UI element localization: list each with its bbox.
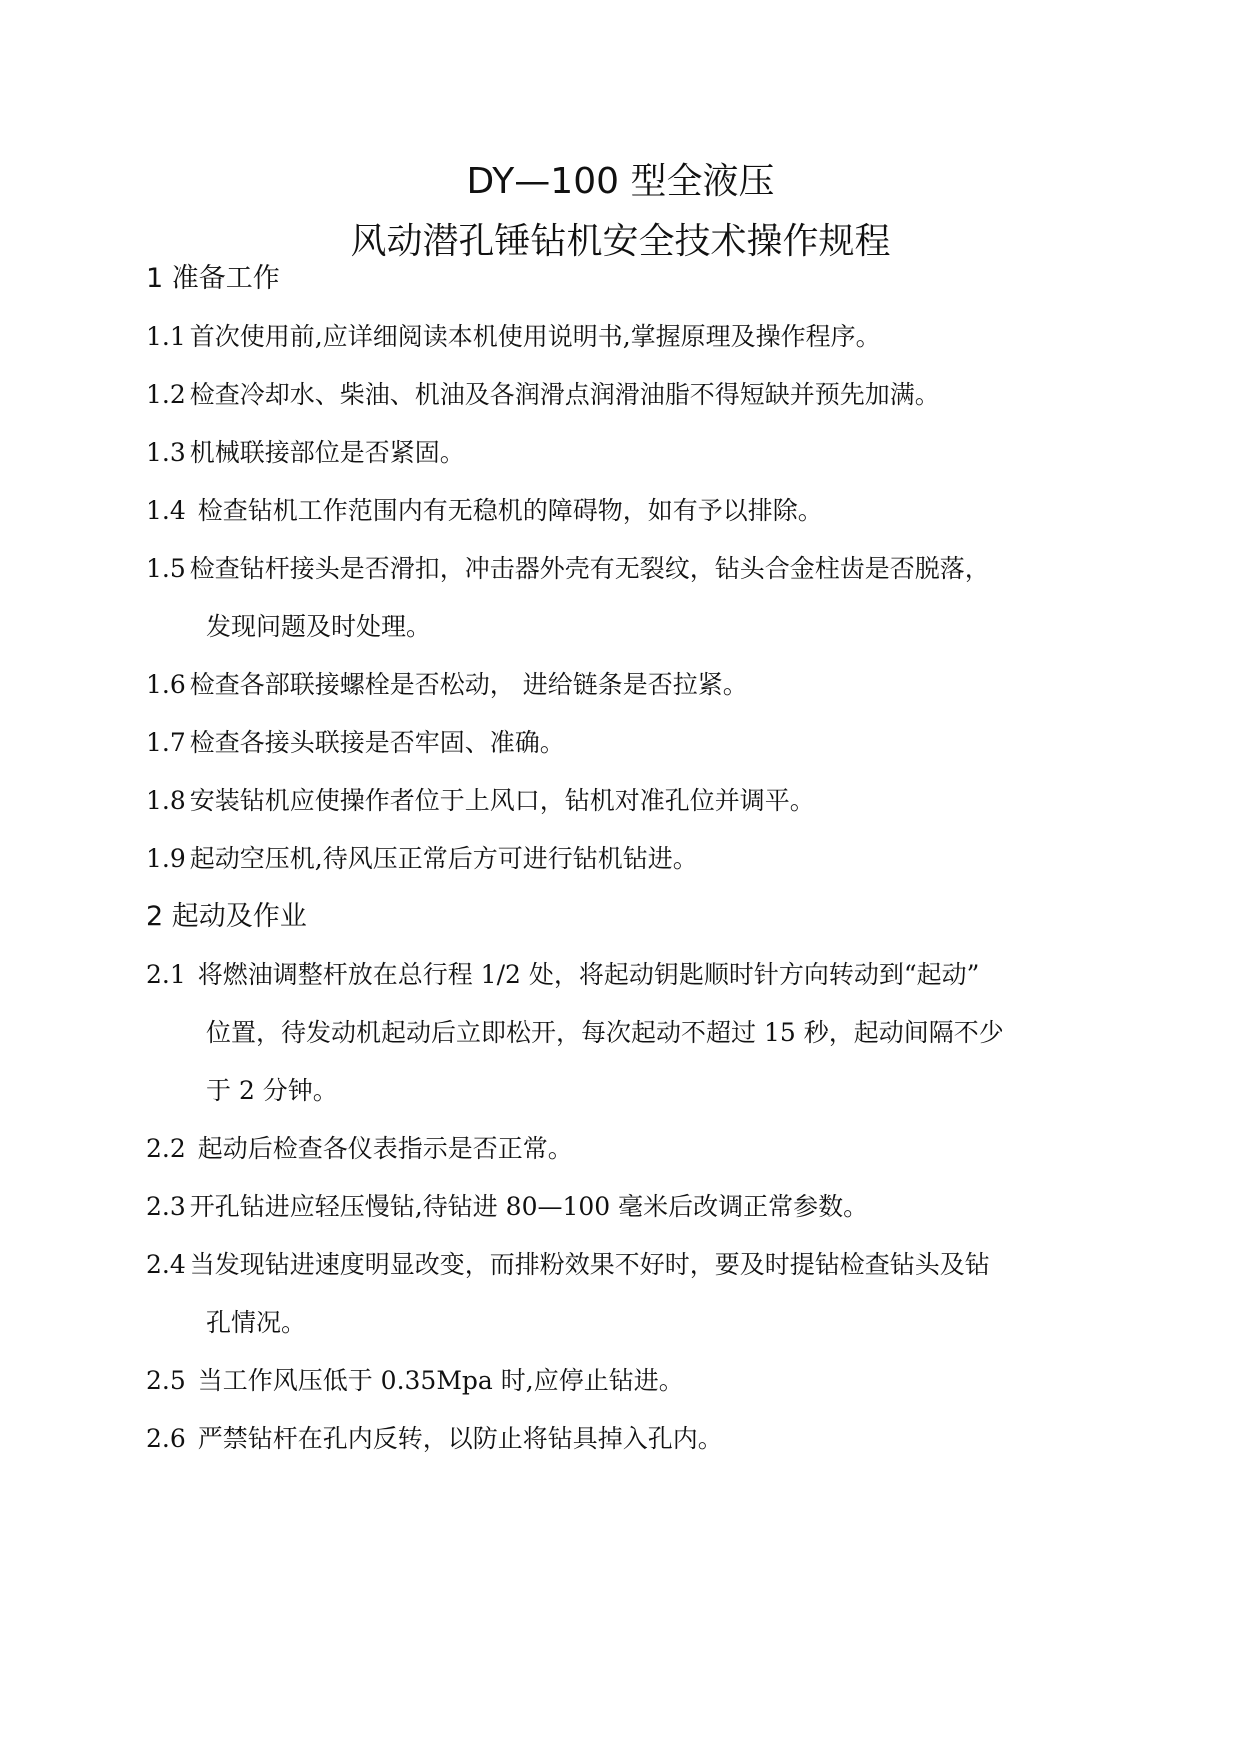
item-2-4-continuation: 孔情况。 bbox=[206, 1308, 307, 1337]
item-1-6 bbox=[146, 668, 748, 702]
item-2-5 bbox=[146, 1364, 684, 1398]
item-1-2 bbox=[146, 378, 940, 412]
item-2-2 bbox=[146, 1132, 573, 1166]
item-1-5-continuation: 发现问题及时处理。 bbox=[206, 612, 432, 641]
item-1-4 bbox=[146, 494, 823, 528]
item-text: 首次使用前,应详细阅读本机使用说明书,掌握原理及操作程序。 bbox=[189, 322, 881, 351]
item-text: 起动空压机,待风压正常后方可进行钻机钻进。 bbox=[189, 844, 698, 873]
item-number: 1.6 bbox=[146, 670, 186, 699]
item-2-1-continuation-2: 于 2 分钟。 bbox=[206, 1076, 338, 1105]
item-text: 机械联接部位是否紧固。 bbox=[189, 438, 465, 467]
item-2-1 bbox=[146, 958, 979, 992]
item-text: 检查钻杆接头是否滑扣，冲击器外壳有无裂纹，钻头合金柱齿是否脱落， bbox=[189, 554, 990, 583]
item-2-6 bbox=[146, 1422, 723, 1456]
item-number: 1.5 bbox=[146, 554, 186, 583]
item-2-4 bbox=[146, 1248, 990, 1282]
item-number: 2.1 bbox=[146, 960, 186, 989]
item-number: 2.2 bbox=[146, 1134, 186, 1163]
document-title-line-1: DY—100 型全液压 bbox=[466, 161, 775, 202]
item-text: 检查各部联接螺栓是否松动， 进给链条是否拉紧。 bbox=[189, 670, 748, 699]
item-number: 2.3 bbox=[146, 1192, 186, 1221]
item-number: 1.7 bbox=[146, 728, 186, 757]
section-heading-1: 1 准备工作 bbox=[146, 263, 280, 294]
item-1-8 bbox=[146, 784, 815, 818]
item-number: 2.6 bbox=[146, 1424, 186, 1453]
item-text: 将燃油调整杆放在总行程 1/2 处，将起动钥匙顺时针方向转动到“起动” bbox=[189, 960, 980, 989]
item-text: 当发现钻进速度明显改变，而排粉效果不好时，要及时提钻检查钻头及钻 bbox=[189, 1250, 990, 1279]
item-text: 检查各接头联接是否牢固、准确。 bbox=[189, 728, 565, 757]
item-number: 1.4 bbox=[146, 496, 186, 525]
item-number: 1.3 bbox=[146, 438, 186, 467]
section-heading-2: 2 起动及作业 bbox=[146, 901, 307, 932]
item-number: 1.8 bbox=[146, 786, 186, 815]
item-number: 1.2 bbox=[146, 380, 186, 409]
document-title-line-2: 风动潜孔锤钻机安全技术操作规程 bbox=[350, 221, 891, 262]
item-1-7 bbox=[146, 726, 565, 760]
item-1-3 bbox=[146, 436, 465, 470]
item-1-5 bbox=[146, 552, 990, 586]
item-1-1 bbox=[146, 320, 881, 354]
item-2-1-continuation-1: 位置，待发动机起动后立即松开，每次起动不超过 15 秒，起动间隔不少 bbox=[206, 1018, 1004, 1047]
item-text: 检查钻机工作范围内有无稳机的障碍物，如有予以排除。 bbox=[189, 496, 823, 525]
item-text: 安装钻机应使操作者位于上风口，钻机对准孔位并调平。 bbox=[189, 786, 815, 815]
item-text: 严禁钻杆在孔内反转，以防止将钻具掉入孔内。 bbox=[189, 1424, 723, 1453]
item-number: 2.4 bbox=[146, 1250, 186, 1279]
item-text: 当工作风压低于 0.35Mpa 时,应停止钻进。 bbox=[189, 1366, 684, 1395]
item-text: 开孔钻进应轻压慢钻,待钻进 80—100 毫米后改调正常参数。 bbox=[189, 1192, 869, 1221]
item-text: 检查冷却水、柴油、机油及各润滑点润滑油脂不得短缺并预先加满。 bbox=[189, 380, 940, 409]
item-2-3 bbox=[146, 1190, 868, 1224]
item-number: 1.9 bbox=[146, 844, 186, 873]
item-number: 1.1 bbox=[146, 322, 186, 351]
item-number: 2.5 bbox=[146, 1366, 186, 1395]
item-1-9 bbox=[146, 842, 698, 876]
item-text: 起动后检查各仪表指示是否正常。 bbox=[189, 1134, 573, 1163]
